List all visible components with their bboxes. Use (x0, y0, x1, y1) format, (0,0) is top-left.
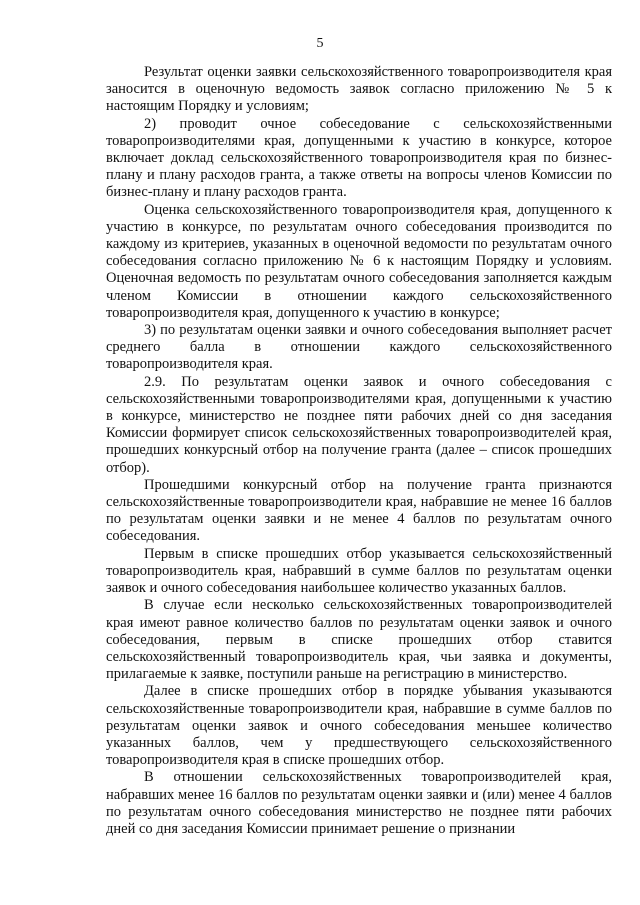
paragraph: Далее в списке прошедших отбор в порядке убывания указываются сельскохозяйственные товаропроизводители края, набравшие в сумме баллов по результатам оценки заявок и очного собеседования меньшее количество указанных баллов, чем у предшествующего сельскохозяйственного товаропроизводителя края в списке прошедших отбор. (106, 683, 612, 769)
document-body (106, 64, 612, 838)
paragraph: 2.9. По результатам оценки заявок и очного собеседования с сельскохозяйственными товаропроизводителями края, допущенными к участию в конкурсе, министерство не позднее пяти рабочих дней со дня заседания Комиссии формирует список сельскохозяйственных товаропроизводителей края, прошедших конкурсный отбор на получение гранта (далее – список прошедших отбор). (106, 373, 612, 476)
paragraph: Первым в списке прошедших отбор указывается сельскохозяйственный товаропроизводитель края, набравший в сумме баллов по результатам оценки заявок и очного собеседования наибольшее количество указанных баллов. (106, 545, 612, 597)
page-number: 5 (316, 36, 324, 51)
paragraph: В случае если несколько сельскохозяйственных товаропроизводителей края имеют равное количество баллов по результатам оценки заявок и очного собеседования, первым в списке прошедших отбор ставится сельскохозяйственный товаропроизводитель края, чьи заявка и документы, прилагаемые к заявке, поступили раньше на регистрацию в министерство. (106, 597, 612, 683)
paragraph: Прошедшими конкурсный отбор на получение гранта признаются сельскохозяйственные товаропроизводители края, набравшие не менее 16 баллов по результатам оценки заявки и не менее 4 баллов по результатам очного собеседования. (106, 476, 612, 545)
paragraph: 2) проводит очное собеседование с сельскохозяйственными товаропроизводителями края, допущенными к участию в конкурсе, которое включает доклад сельскохозяйственного товаропроизводителя края по бизнес-плану и плану расходов гранта, а также ответы на вопросы членов Комиссии по бизнес-плану и плану расходов гранта. (106, 115, 612, 201)
paragraph: Оценка сельскохозяйственного товаропроизводителя края, допущенного к участию в конкурсе, по результатам очного собеседования производится по каждому из критериев, указанных в оценочной ведомости по результатам очного собеседования согласно приложению № 6 к настоящим Порядку и условиям. Оценочная ведомость по результатам очного собеседования заполняется каждым членом Комиссии в отношении каждого сельскохозяйственного товаропроизводителя края, допущенного к участию в конкурсе; (106, 201, 612, 321)
paragraph: Результат оценки заявки сельскохозяйственного товаропроизводителя края заносится в оценочную ведомость заявок согласно приложению № 5 к настоящим Порядку и условиям; (106, 64, 612, 115)
paragraph: 3) по результатам оценки заявки и очного собеседования выполняет расчет среднего балла в отношении каждого сельскохозяйственного товаропроизводителя края. (106, 322, 612, 373)
paragraph: В отношении сельскохозяйственных товаропроизводителей края, набравших менее 16 баллов по результатам оценки заявки и (или) менее 4 баллов по результатам очного собеседования министерство не позднее пяти рабочих дней со дня заседания Комиссии принимает решение о признании (106, 769, 612, 837)
